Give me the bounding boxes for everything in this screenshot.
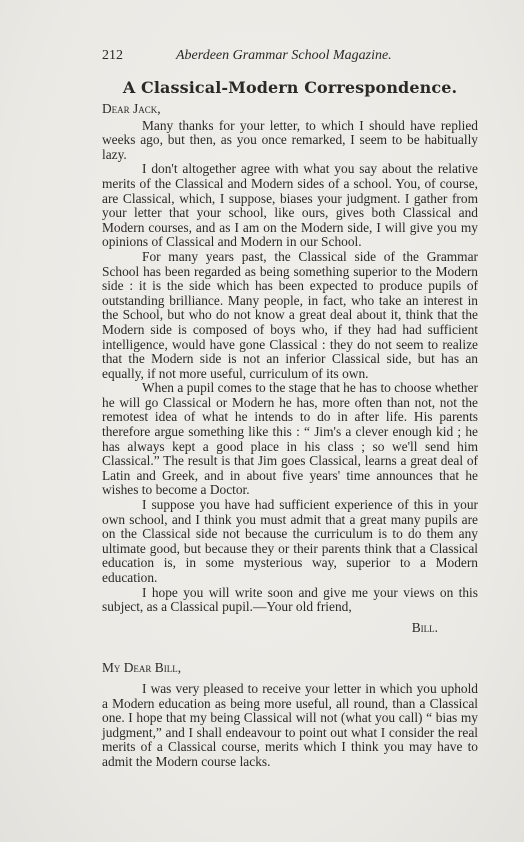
letter1-paragraph: When a pupil comes to the stage that he has to choose whether he will go Classical or Modern he has, more often than not, not the remotest idea of what he intends to do in after life. His parents therefore argue something like this : “ Jim's a clever enough kid ; he has always kept a good place in his class ; so we'll send him Classical.” The result is that Jim goes Classical, learns a great deal of Latin and Greek, and in about five years' time announces that he wishes to become a Doctor.	[102, 380, 478, 498]
letter1-signature: Bill.	[411, 619, 438, 635]
letter-from-jack	[102, 661, 478, 769]
page-number: 212	[102, 48, 123, 63]
letter1-salutation: Dear Jack,	[102, 101, 161, 116]
letter1-paragraph: For many years past, the Classical side of the Grammar School has been regarded as being something superior to the Modern side : it is the side which has been expected to produce pupils of outstanding brilliance. Many people, in fact, who take an interest in the School, but who do not know a great deal about it, think that the Modern side is composed of boys who, if they had had sufficient intelligence, would have gone Classical : they do not seem to realize that the Modern side is not an inferior Classical side, but has an equally, if not more useful, curriculum of its own.	[102, 248, 478, 381]
page-content	[102, 48, 478, 770]
letter-from-bill	[102, 102, 478, 635]
letter2-salutation: My Dear Bill,	[102, 660, 182, 676]
letter1-paragraph: I hope you will write soon and give me your views on this subject, as a Classical pupil.—Your old friend,	[102, 584, 478, 615]
letter1-paragraph: I don't altogether agree with what you say about the relative merits of the Classical and Modern sides of a school. You, of course, are Classical, which, I suppose, biases your judgment. I gather from your letter that your school, like ours, gives both Classical and Modern courses, and as I am on the Modern side, I will give you my opinions of Classical and Modern in our School.	[102, 161, 478, 250]
article-title: A Classical-Modern Correspondence.	[122, 78, 458, 97]
journal-title: Aberdeen Grammar School Magazine.	[176, 48, 392, 63]
running-head	[102, 48, 478, 68]
letter1-paragraph: I suppose you have had sufficient experience of this in your own school, and I think you must admit that a great many pupils are on the Classical side not because the curriculum is to do them any ultimate good, but because they or their parents think that a Classical education is, in some mysterious way, superior to a Modern education.	[102, 497, 478, 585]
letter1-paragraph: Many thanks for your letter, to which I should have replied weeks ago, but then, as you once remarked, I seem to be habitually lazy.	[102, 117, 478, 162]
letter2-paragraph: I was very pleased to receive your letter in which you uphold a Modern education as being more useful, all round, than a Classical one. I hope that my being Classical will not (what you call) “ bias my judgment,” and I shall endeavour to point out what I consider the real merits of a Classical course, merits which I think you may have to admit the Modern course lacks.	[102, 680, 478, 769]
